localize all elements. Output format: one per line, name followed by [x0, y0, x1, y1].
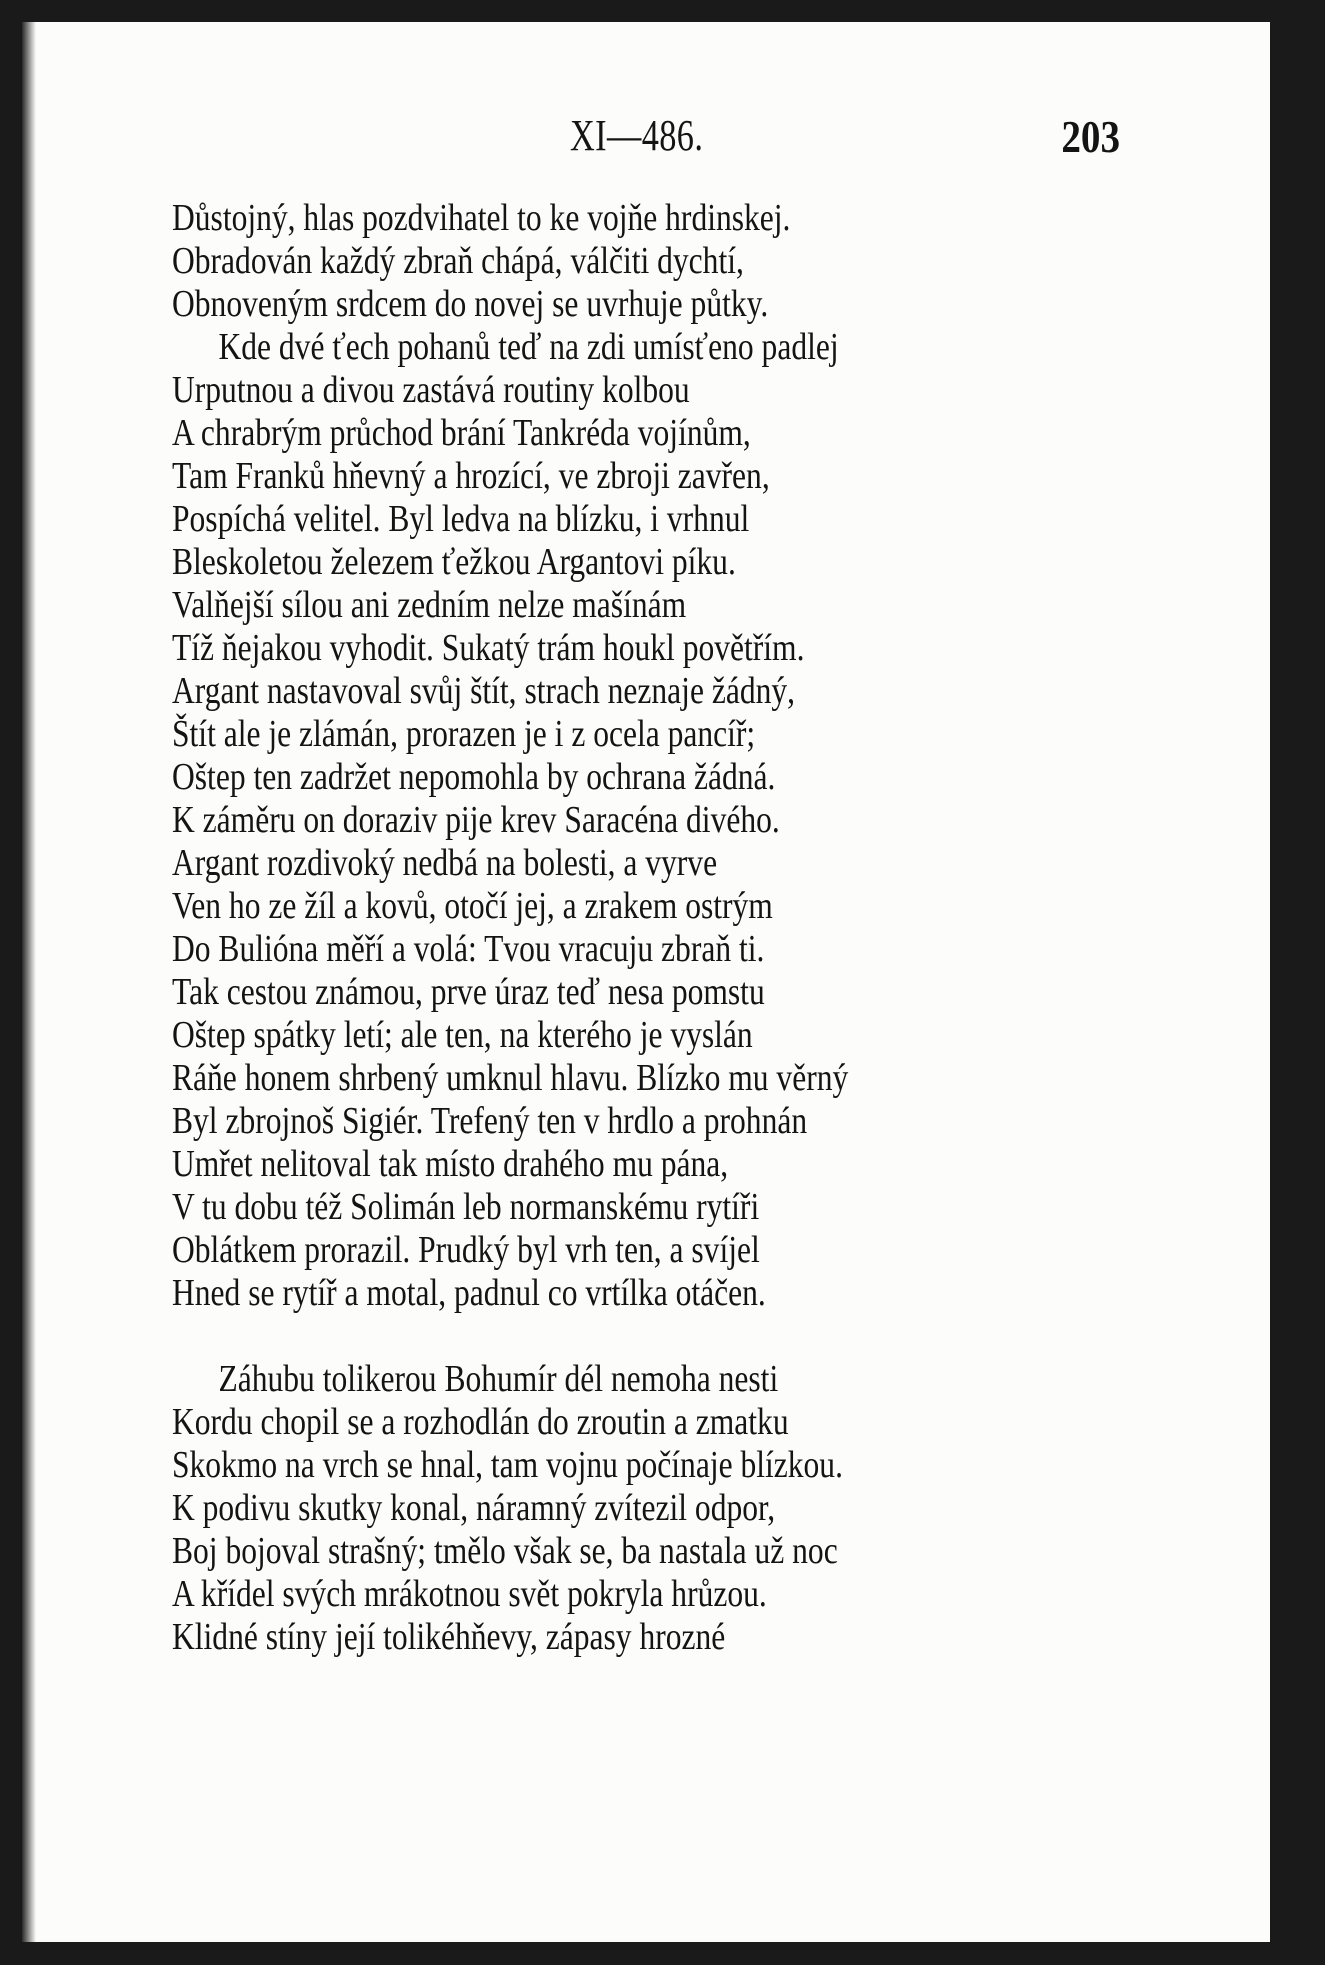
verse-line: Klidné stíny její tolikéhňevy, zápasy hrozné — [172, 1616, 726, 1658]
verse-line: Bleskoletou železem ťežkou Argantovi píku. — [172, 541, 736, 583]
verse-line: Oblátkem prorazil. Prudký byl vrh ten, a svíjel — [172, 1229, 760, 1271]
verse-line: K záměru on doraziv pije krev Saracéna divého. — [172, 799, 780, 841]
verse-line: A křídel svých mrákotnou svět pokryla hrůzou. — [172, 1573, 767, 1615]
verse-line: Boj bojoval strašný; tmělo však se, ba nastala už noc — [172, 1530, 838, 1572]
stanza — [172, 197, 1172, 1315]
verse-line: Oštep ten zadržet nepomohla by ochrana žádná. — [172, 756, 776, 798]
verse-line: Urputnou a divou zastává routiny kolbou — [172, 369, 690, 411]
verse-line: Kordu chopil se a rozhodlán do zroutin a zmatku — [172, 1401, 789, 1443]
verse-line: Argant nastavoval svůj štít, strach neznaje žádný, — [172, 670, 796, 712]
verse-line: Oštep spátky letí; ale ten, na kterého je vyslán — [172, 1014, 753, 1056]
running-head: XI—486. — [570, 111, 704, 160]
verse-line: Hned se rytíř a motal, padnul co vrtílka otáčen. — [172, 1272, 766, 1314]
page-number: 203 — [1061, 111, 1120, 162]
page-gutter-shadow — [22, 22, 36, 1942]
verse-line: Do Bulióna měří a volá: Tvou vracuju zbraň ti. — [172, 928, 765, 970]
verse-line: Byl zbrojnoš Sigiér. Trefený ten v hrdlo a prohnán — [172, 1100, 808, 1142]
book-page — [22, 22, 1270, 1942]
verse-line: Skokmo na vrch se hnal, tam vojnu počínaje blízkou. — [172, 1444, 843, 1486]
verse-line: Ráňe honem shrbený umknul hlavu. Blízko mu věrný — [172, 1057, 849, 1099]
verse-line: K podivu skutky konal, náramný zvítezil odpor, — [172, 1487, 776, 1529]
page-header — [22, 110, 1270, 170]
verse-line: Tíž ňejakou vyhodit. Sukatý trám houkl povětřím. — [172, 627, 805, 669]
verse-line: Štít ale je zlámán, prorazen je i z ocela pancíř; — [172, 713, 756, 755]
verse-line: Kde dvé ťech pohanů teď na zdi umísťeno padlej — [218, 326, 839, 368]
verse-line: Tam Franků hňevný a hrozící, ve zbroji zavřen, — [172, 455, 770, 497]
verse-line: Důstojný, hlas pozdvihatel to ke vojňe hrdinskej. — [172, 197, 791, 239]
verse-line: Argant rozdivoký nedbá na bolesti, a vyrve — [172, 842, 718, 884]
verse-line: Záhubu tolikerou Bohumír dél nemoha nesti — [218, 1358, 779, 1400]
stanza — [172, 1358, 1172, 1659]
verse-line: Obradován každý zbraň chápá, válčiti dychtí, — [172, 240, 744, 282]
verse-line: Ven ho ze žíl a kovů, otočí jej, a zrakem ostrým — [172, 885, 773, 927]
verse-line: Obnoveným srdcem do novej se uvrhuje půtky. — [172, 283, 769, 325]
verse-line: A chrabrým průchod brání Tankréda vojínům, — [172, 412, 751, 454]
verse-line: Pospíchá velitel. Byl ledva na blízku, i vrhnul — [172, 498, 750, 540]
verse-line: V tu dobu též Solimán leb normanskému rytíři — [172, 1186, 760, 1228]
poem-text — [172, 197, 1172, 1659]
verse-line: Tak cestou známou, prve úraz teď nesa pomstu — [172, 971, 765, 1013]
verse-line: Valňejší sílou ani zedním nelze mašínám — [172, 584, 687, 626]
verse-line: Umřet nelitoval tak místo drahého mu pána, — [172, 1143, 729, 1185]
